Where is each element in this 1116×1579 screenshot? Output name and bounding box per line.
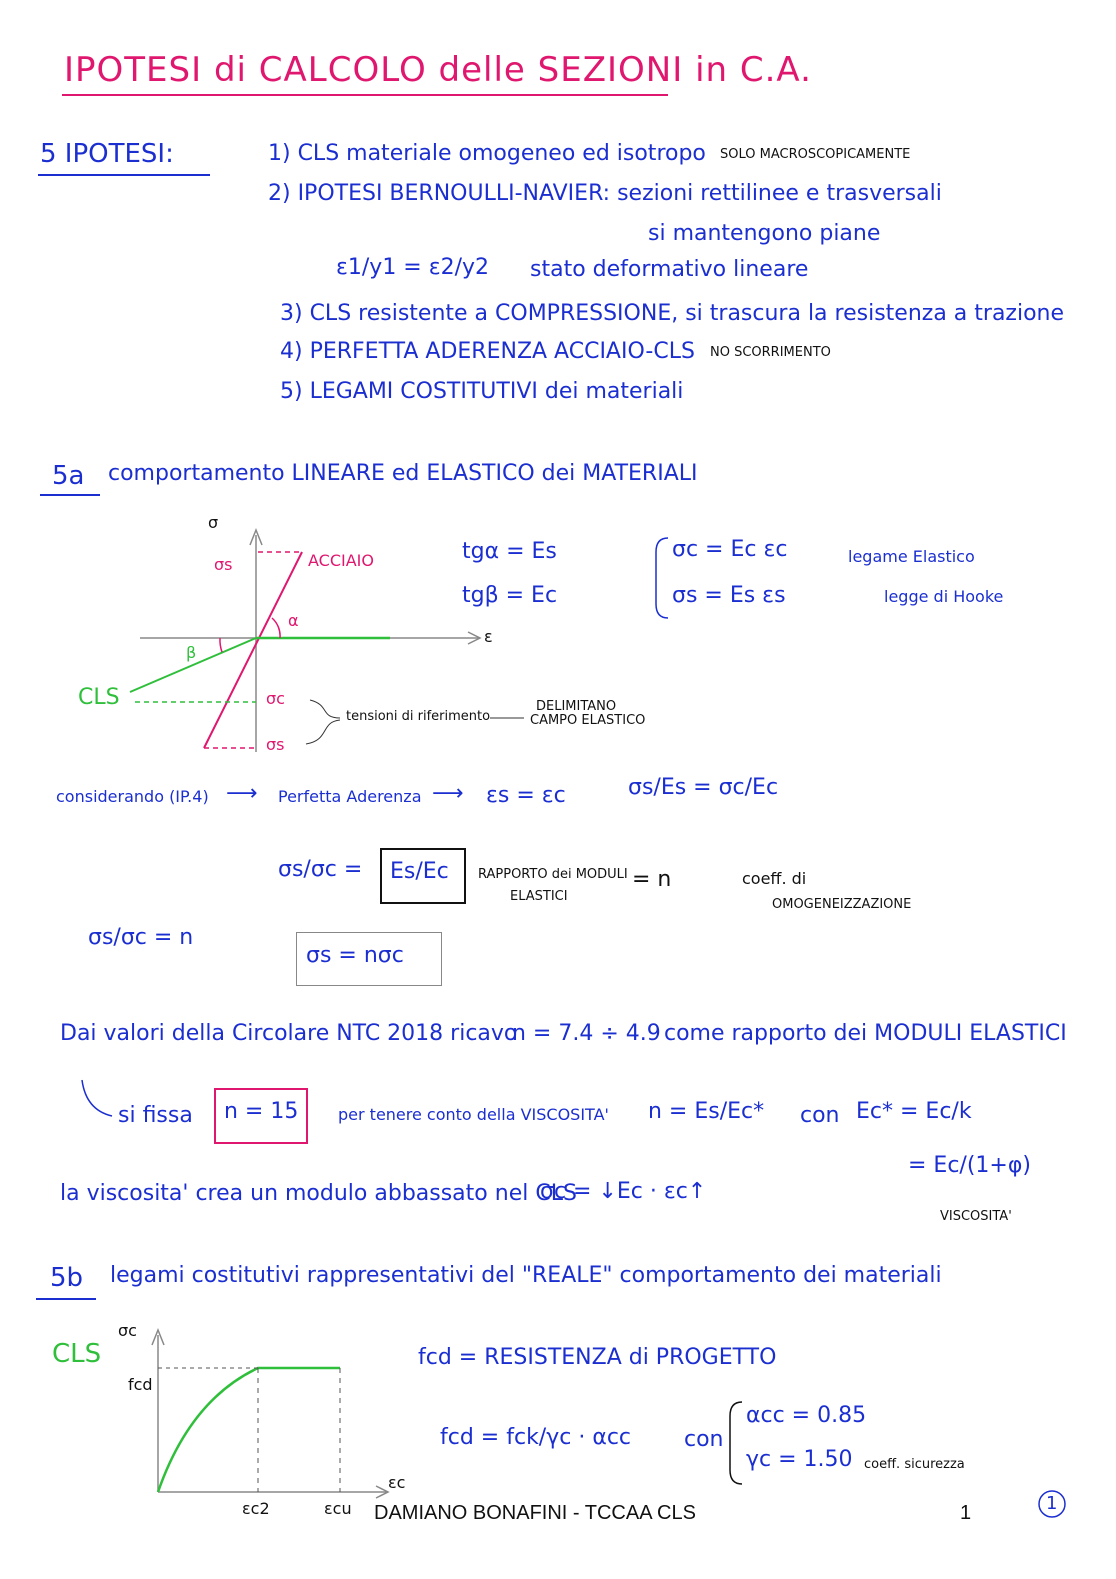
hypothesis-4-note: NO SCORRIMENTO: [710, 345, 831, 360]
ratio-stress: σs/σc =: [278, 857, 363, 882]
con-text: con: [800, 1103, 840, 1128]
hypothesis-1-note: SOLO MACROSCOPICAMENTE: [720, 147, 911, 162]
axis-sigma-c: σc: [118, 1321, 137, 1340]
axis-epsilon: ε: [484, 627, 493, 646]
viscosita-line: la viscosita' crea un modulo abbassato nel CLS: [60, 1181, 577, 1206]
con-5b: con: [684, 1427, 724, 1452]
law-note-2: legge di Hooke: [884, 587, 1004, 606]
sigma-s-ref: σs: [214, 555, 233, 574]
viscosita-text: per tenere conto della VISCOSITA': [338, 1105, 609, 1124]
circolare-text: Dai valori della Circolare NTC 2018 ricavo: [60, 1021, 518, 1046]
viscosita-formula: σc = ↓Ec · εc↑: [540, 1179, 707, 1204]
ec-phi: = Ec/(1+φ): [908, 1153, 1031, 1178]
tension-note-2: DELIMITANO: [536, 699, 617, 714]
hypothesis-1: 1) CLS materiale omogeneo ed isotropo: [268, 141, 706, 166]
axis-sigma: σ: [208, 513, 219, 532]
gamma-c: γc = 1.50: [746, 1447, 853, 1472]
circled-page-number: 1: [1046, 1493, 1058, 1514]
sigma-c-ref: σc: [266, 689, 285, 708]
strain-formula-note: stato deformativo lineare: [530, 257, 809, 282]
sigma-s-ref-2: σs: [266, 735, 285, 754]
equals-n: = n: [632, 867, 672, 892]
ratio-n: σs/σc = n: [88, 925, 194, 950]
tan-alpha: tgα = Es: [462, 539, 557, 564]
axis-eps-c: εc: [388, 1473, 406, 1492]
tan-beta: tgβ = Ec: [462, 583, 558, 608]
moduli-label-2: ELASTICI: [510, 889, 568, 904]
section-5b-heading: legami costitutivi rappresentativi del "REALE" comportamento dei materiali: [110, 1263, 942, 1288]
beta-label: β: [186, 643, 197, 662]
alpha-cc: αcc = 0.85: [746, 1403, 867, 1428]
alpha-label: α: [288, 611, 299, 630]
hypothesis-5: 5) LEGAMI COSTITUTIVI dei materiali: [280, 379, 684, 404]
ecu-tick: εcu: [324, 1499, 352, 1518]
perfect-adhesion: Perfetta Aderenza: [278, 787, 422, 806]
es-equals-ec: εs = εc: [486, 783, 566, 808]
hypothesis-4: 4) PERFETTA ADERENZA ACCIAIO-CLS: [280, 339, 695, 364]
arrow-2: ⟶: [432, 781, 464, 806]
ec2-tick: εc2: [242, 1499, 270, 1518]
section-5a-label: 5a: [52, 461, 85, 491]
hypothesis-3: 3) CLS resistente a COMPRESSIONE, si trascura la resistenza a trazione: [280, 301, 1065, 326]
footer-author: DAMIANO BONAFINI - TCCAA CLS: [374, 1502, 696, 1524]
tension-note: tensioni di riferimento: [346, 709, 491, 724]
consider-text: considerando (IP.4): [56, 787, 209, 806]
si-fissa: si fissa: [118, 1103, 193, 1128]
section-5a-heading: comportamento LINEARE ed ELASTICO dei MATERIALI: [108, 461, 698, 486]
arrow-1: ⟶: [226, 781, 258, 806]
ec-star: Ec* = Ec/k: [856, 1099, 972, 1124]
cls-5b-label: CLS: [52, 1339, 102, 1369]
coeff-sicurezza: coeff. sicurezza: [864, 1457, 965, 1472]
coeff-label-2: OMOGENEIZZAZIONE: [772, 897, 912, 912]
strain-formula: ε1/y1 = ε2/y2: [336, 255, 490, 280]
n15-text: n = 15: [224, 1099, 299, 1124]
hypothesis-2: 2) IPOTESI BERNOULLI-NAVIER: sezioni rettilinee e trasversali: [268, 181, 942, 206]
ratio-box-text: Es/Ec: [390, 859, 449, 884]
acciaio-label: ACCIAIO: [308, 551, 374, 570]
boxed-formula-text: σs = nσc: [306, 943, 404, 968]
ratio-stress-modulus: σs/Es = σc/Ec: [628, 775, 779, 800]
footer-page-number: 1: [960, 1502, 972, 1524]
page-title: IPOTESI di CALCOLO delle SEZIONI in C.A.: [64, 50, 812, 90]
cls-label: CLS: [78, 685, 120, 710]
law-note-1: legame Elastico: [848, 547, 975, 566]
n-formula: n = Es/Ec*: [648, 1099, 765, 1124]
viscosita-label: VISCOSITA': [940, 1209, 1012, 1224]
fcd-definition: fcd = RESISTENZA di PROGETTO: [418, 1345, 777, 1370]
law-steel: σs = Es εs: [672, 583, 786, 608]
fcd-formula: fcd = fck/γc · αcc: [440, 1425, 632, 1450]
section-5b-underline: [36, 1298, 96, 1300]
moduli-ratio-text: come rapporto dei MODULI ELASTICI: [664, 1021, 1067, 1046]
law-concrete: σc = Ec εc: [672, 537, 788, 562]
section-5b-label: 5b: [50, 1263, 84, 1293]
n-range: n = 7.4 ÷ 4.9: [512, 1021, 661, 1046]
tension-note-3: CAMPO ELASTICO: [530, 713, 646, 728]
hypotheses-heading: 5 IPOTESI:: [40, 139, 174, 169]
moduli-label: RAPPORTO dei MODULI: [478, 867, 628, 882]
hypothesis-2b: si mantengono piane: [648, 221, 881, 246]
fcd-tick: fcd: [128, 1375, 153, 1394]
coeff-label: coeff. di: [742, 869, 807, 888]
